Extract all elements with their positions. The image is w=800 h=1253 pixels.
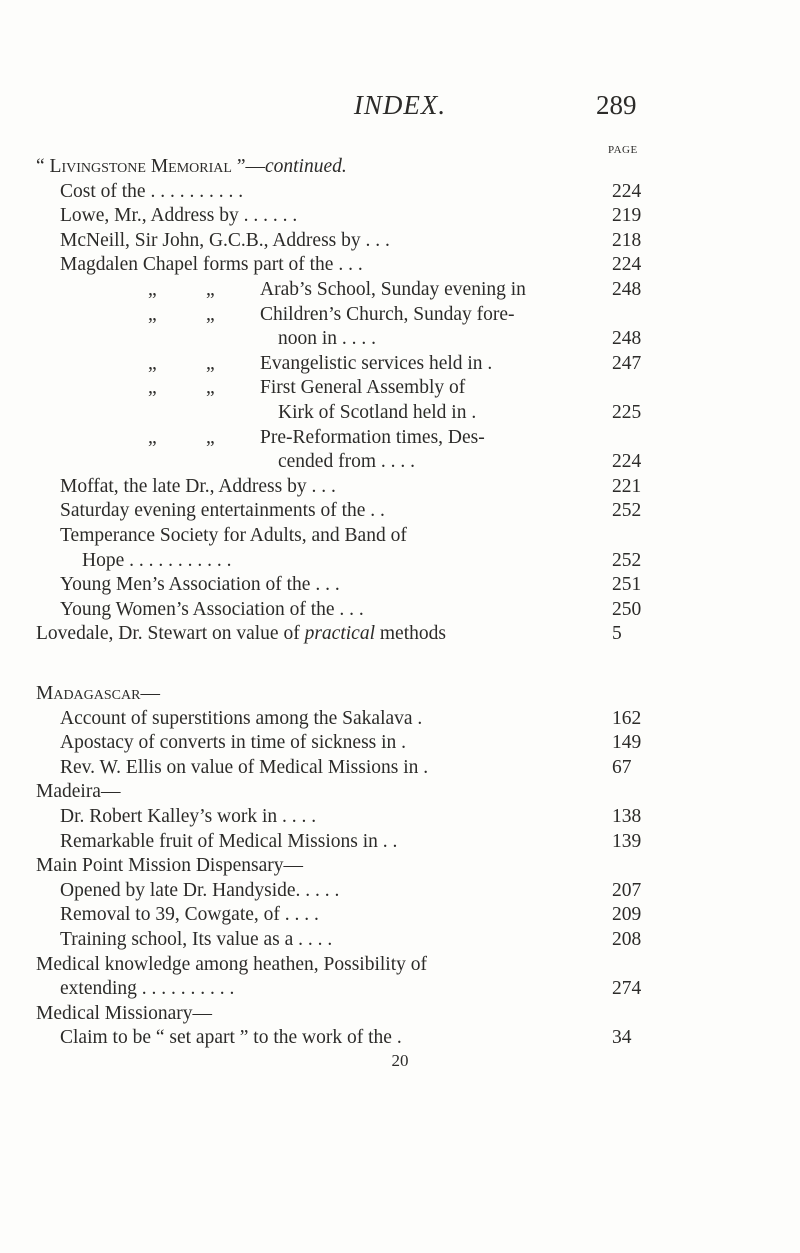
index-line <box>0 927 800 953</box>
entry-text: Rev. W. Ellis on value of Medical Missions in . <box>60 756 429 778</box>
entry-page-number: 67 <box>612 756 632 778</box>
index-line <box>0 228 800 254</box>
entry-text: Medical knowledge among heathen, Possibility of <box>36 953 428 975</box>
index-line <box>0 252 800 278</box>
entry-text: First General Assembly of <box>260 377 466 399</box>
entry-page-number: 34 <box>612 1027 632 1049</box>
entry-text: McNeill, Sir John, G.C.B., Address by . . . <box>60 229 390 251</box>
index-line <box>0 351 800 377</box>
entry-text: Removal to 39, Cowgate, of . . . . <box>60 904 319 926</box>
index-line <box>0 681 800 707</box>
entry-text: noon in . . . . <box>278 328 377 350</box>
entry-text: Arab’s School, Sunday evening in <box>260 279 526 300</box>
index-line <box>0 449 800 475</box>
entry-text: Remarkable fruit of Medical Missions in . . <box>60 830 398 852</box>
entry-segment: continued. <box>264 156 347 177</box>
entry-text: Hope . . . . . . . . . . . <box>82 549 232 571</box>
entry-page-number: 209 <box>612 904 642 926</box>
index-line <box>0 523 800 549</box>
entry-text: Temperance Society for Adults, and Band of <box>60 525 407 546</box>
index-line <box>0 179 800 205</box>
entry-text: Evangelistic services held in . <box>260 352 493 374</box>
index-line <box>0 706 800 732</box>
index-line <box>0 829 800 855</box>
entry-text: cended from . . . . <box>278 451 415 473</box>
index-line <box>0 375 800 401</box>
entry-page-number: 252 <box>612 549 642 571</box>
index-line <box>0 755 800 781</box>
entry-page-number: 221 <box>612 475 642 497</box>
ditto-mark: „ <box>206 377 215 399</box>
ditto-mark: „ <box>148 377 157 399</box>
entry-segment: practical <box>304 623 375 645</box>
index-line <box>0 425 800 451</box>
signature-mark: 20 <box>391 1051 409 1070</box>
entry-text: Young Men’s Association of the . . . <box>60 574 340 596</box>
index-line <box>0 1001 800 1027</box>
index-line <box>0 597 800 623</box>
entry-text <box>36 154 347 180</box>
ditto-mark: „ <box>206 352 215 374</box>
index-line <box>0 1025 800 1051</box>
index-line <box>0 976 800 1002</box>
entry-text: Training school, Its value as a . . . . <box>60 929 333 950</box>
entry-page-number: 224 <box>612 254 642 276</box>
index-line <box>0 498 800 524</box>
index-line <box>0 548 800 574</box>
entry-text: Madeira— <box>36 781 121 803</box>
index-line <box>0 878 800 904</box>
entry-segment: — <box>245 156 265 177</box>
entry-segment: “ Livingstone Memorial ” <box>36 156 246 177</box>
entry-text: Opened by late Dr. Handyside. . . . . <box>60 879 340 901</box>
index-line <box>0 474 800 500</box>
entry-page-number: 224 <box>612 180 642 202</box>
entry-page-number: 251 <box>612 574 642 596</box>
entry-page-number: 162 <box>612 707 642 729</box>
entry-page-number: 219 <box>612 205 642 227</box>
entry-segment: Lovedale, Dr. Stewart on value of <box>36 623 305 645</box>
entry-page-number: 5 <box>612 623 622 645</box>
index-line <box>0 572 800 598</box>
entry-page-number: 138 <box>612 806 642 827</box>
entry-text <box>36 621 446 647</box>
index-line <box>0 779 800 805</box>
entry-segment: methods <box>375 623 446 645</box>
index-line <box>0 154 800 180</box>
entry-page-number: 274 <box>612 978 642 1000</box>
index-line <box>0 621 800 647</box>
entry-page-number: 250 <box>612 598 642 620</box>
ditto-mark: „ <box>148 279 157 300</box>
entry-page-number: 208 <box>612 929 642 950</box>
ditto-mark: „ <box>148 426 157 448</box>
entry-text: Cost of the . . . . . . . . . . <box>60 180 244 202</box>
index-line <box>0 730 800 756</box>
index-line <box>0 302 800 328</box>
entry-text: Children’s Church, Sunday fore- <box>260 303 515 325</box>
index-line <box>0 853 800 879</box>
index-line <box>0 326 800 352</box>
entry-page-number: 252 <box>612 500 642 522</box>
entry-text: Account of superstitions among the Sakalava . <box>60 707 423 729</box>
ditto-mark: „ <box>206 279 215 300</box>
ditto-mark: „ <box>148 303 157 325</box>
entry-text: Saturday evening entertainments of the . . <box>60 500 385 522</box>
entry-text <box>36 681 160 707</box>
index-line <box>0 902 800 928</box>
entry-page-number: 218 <box>612 229 642 251</box>
entry-text: Apostacy of converts in time of sickness in . <box>60 732 407 754</box>
page-column-label: PAGE <box>608 144 638 156</box>
entry-page-number: 149 <box>612 732 642 754</box>
entry-text: Kirk of Scotland held in . <box>278 402 477 423</box>
page-number: 289 <box>596 90 637 120</box>
entry-page-number: 248 <box>612 279 642 300</box>
entry-text: Magdalen Chapel forms part of the . . . <box>60 254 363 276</box>
entry-segment: Madagascar— <box>36 683 160 704</box>
index-line <box>0 804 800 830</box>
entry-page-number: 224 <box>612 451 642 473</box>
entry-text: Main Point Mission Dispensary— <box>36 855 304 877</box>
ditto-mark: „ <box>148 352 157 374</box>
entry-text: Pre-Reformation times, Des- <box>260 426 485 448</box>
ditto-mark: „ <box>206 303 215 325</box>
entry-text: Claim to be “ set apart ” to the work of the . <box>60 1027 402 1049</box>
entry-page-number: 248 <box>612 328 642 350</box>
index-line <box>0 277 800 303</box>
index-line <box>0 203 800 229</box>
entry-page-number: 225 <box>612 402 642 423</box>
entry-page-number: 247 <box>612 352 642 374</box>
entry-page-number: 207 <box>612 879 642 901</box>
entry-text: Moffat, the late Dr., Address by . . . <box>60 475 336 497</box>
entry-text: Medical Missionary— <box>36 1002 213 1024</box>
entry-text: Dr. Robert Kalley’s work in . . . . <box>60 806 317 827</box>
entry-text: extending . . . . . . . . . . <box>60 978 235 1000</box>
entry-page-number: 139 <box>612 830 642 852</box>
index-line <box>0 952 800 978</box>
entry-text: Lowe, Mr., Address by . . . . . . <box>60 205 298 227</box>
ditto-mark: „ <box>206 426 215 448</box>
entry-text: Young Women’s Association of the . . . <box>60 598 364 620</box>
index-line <box>0 400 800 426</box>
running-head-title: INDEX. <box>353 90 447 120</box>
